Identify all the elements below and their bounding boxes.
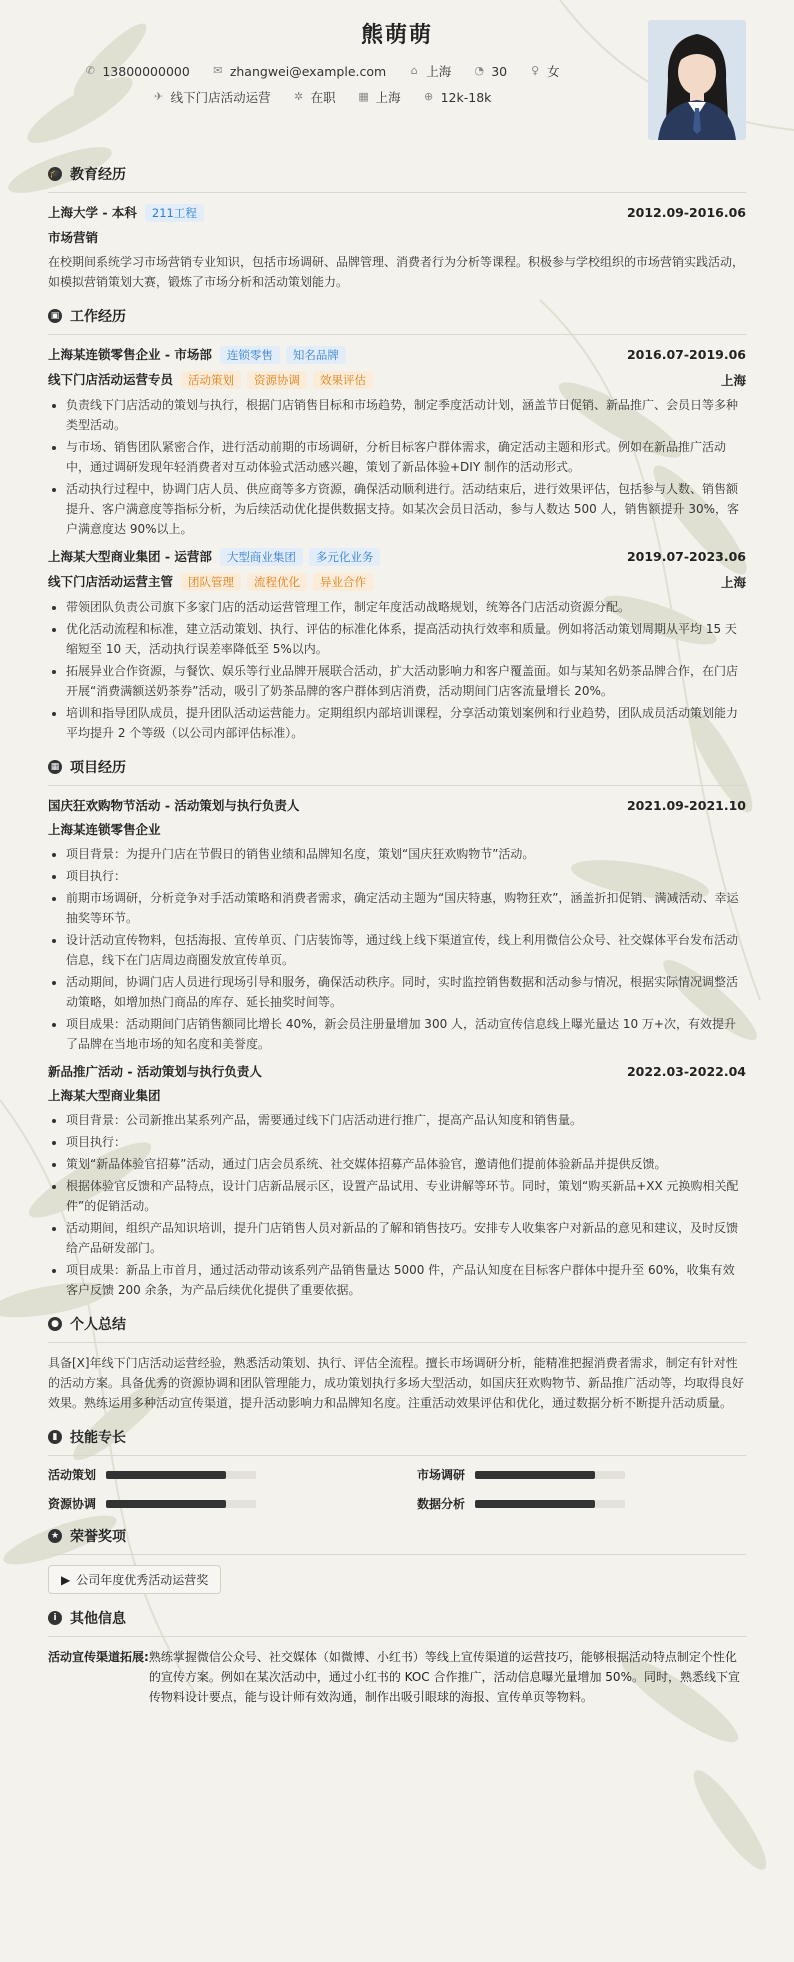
project-bullet: • 根据体验官反馈和产品特点，设计门店新品展示区，设置产品试用、专业讲解等环节。同时，策划“购买新品+XX 元换购相关配件”的促销活动。	[66, 1176, 746, 1216]
job-bullet: • 带领团队负责公司旗下多家门店的活动运营管理工作，制定年度活动战略规划，统筹各门店活动资源分配。	[66, 597, 746, 617]
job-period: 2016.07-2019.06	[626, 347, 746, 362]
salary: 12k-18k	[440, 89, 492, 105]
company-tags	[220, 548, 381, 566]
summary-title-text: 个人总结	[70, 1317, 126, 1333]
skills-section	[48, 1427, 746, 1512]
job-city: 上海	[720, 574, 746, 590]
education-line	[48, 203, 746, 222]
awards-title-text: 荣誉奖项	[70, 1529, 126, 1545]
project-company: 上海某大型商业集团	[48, 1088, 161, 1103]
skill-bar-fill	[106, 1500, 226, 1508]
job-bullet: • 拓展异业合作资源，与餐饮、娱乐等行业品牌开展联合活动，扩大活动影响力和客户覆盖面。如与某知名奶茶品牌合作，在门店开展“消费满额送奶茶券”活动，吸引了奶茶品牌的客户群体到店消费，活动期间门店客流量增长 20%。	[66, 661, 746, 701]
project-bullet: • 项目执行：	[66, 866, 746, 886]
phone: 13800000000	[102, 63, 190, 79]
skill-item	[48, 1495, 377, 1512]
award-label: 公司年度优秀活动运营奖	[76, 1573, 209, 1587]
job-role-line	[48, 370, 746, 389]
email-item	[212, 62, 386, 80]
company-tag: 知名品牌	[286, 346, 346, 364]
school-tag: 211工程	[145, 204, 204, 222]
job-role: 线下门店活动运营主管	[48, 574, 174, 589]
job-bullet: • 负责线下门店活动的策划与执行，根据门店销售目标和市场趋势，制定季度活动计划，涵盖节日促销、新品推广、会员日等多种类型活动。	[66, 395, 746, 435]
job-bullet: • 活动执行过程中，协调门店人员、供应商等多方资源，确保活动顺利进行。活动结束后，进行效果评估，包括参与人数、销售额提升、客户满意度等指标分析，为后续活动优化提供数据支持。如某次会员日活动，参与人数达 500 人，销售额提升 30%，客户满意度达 90%以上。	[66, 479, 746, 539]
gender-icon: ♀	[531, 64, 540, 77]
education-title-text: 教育经历	[70, 167, 126, 183]
project-bullets	[48, 1110, 746, 1300]
job-role: 线下门店活动运营专员	[48, 372, 174, 387]
target-icon: ✈	[153, 90, 164, 103]
candidate-name: 熊萌萌	[360, 23, 433, 48]
project-name-line	[48, 796, 746, 814]
age-item	[473, 62, 507, 80]
project-bullets	[48, 844, 746, 1054]
school: 上海大学 - 本科	[48, 205, 137, 220]
phone-icon: ✆	[85, 64, 95, 77]
role-tag: 异业合作	[313, 573, 373, 591]
location-icon: ⌂	[410, 64, 418, 77]
job-role-wrap	[48, 370, 373, 389]
resume-header	[48, 0, 746, 150]
education-desc: 在校期间系统学习市场营销专业知识，包括市场调研、品牌管理、消费者行为分析等课程。积极参与学校组织的市场营销实践活动，如模拟营销策划大赛，锻炼了市场分析和活动策划能力。	[48, 255, 745, 289]
role-tags	[181, 371, 373, 389]
skill-label: 资源协调	[48, 1497, 97, 1511]
other-section-title	[48, 1608, 746, 1637]
project-entry	[48, 796, 746, 1054]
skill-label: 数据分析	[417, 1497, 466, 1511]
role-tag: 效果评估	[313, 371, 373, 389]
projects-section	[48, 757, 746, 1300]
skill-item	[48, 1466, 377, 1483]
phone-item	[84, 62, 189, 80]
role-tags	[181, 573, 373, 591]
skill-label: 市场调研	[417, 1468, 466, 1482]
skill-bar-fill	[475, 1471, 595, 1479]
skill-bar	[475, 1500, 625, 1508]
play-icon: ▶	[61, 1572, 71, 1587]
gender: 女	[547, 64, 560, 79]
project-company: 上海某连锁零售企业	[48, 822, 161, 837]
summary-text: 具备[X]年线下门店活动运营经验，熟悉活动策划、执行、评估全流程。擅长市场调研分析，能精准把握消费者需求，制定有针对性的活动方案。具备优秀的资源协调和团队管理能力，成功策划执行多场大型活动，如国庆狂欢购物节、新品推广活动等，均取得良好效果。熟练运用多种活动宣传渠道，提升活动影响力和品牌知名度。注重活动效果评估和优化，通过数据分析不断提升活动质量。	[48, 1356, 745, 1410]
project-period: 2021.09-2021.10	[626, 797, 746, 813]
skills-grid	[48, 1466, 746, 1512]
project-bullet: • 活动期间，协调门店人员进行现场引导和服务，确保活动秩序。同时，实时监控销售数据和活动参与情况，根据实际情况调整活动策略，如增加热门商品的库存、延长抽奖时间等。	[66, 972, 746, 1012]
education-period: 2012.09-2016.06	[626, 205, 746, 220]
role-tag: 资源协调	[247, 371, 307, 389]
job-bullet: • 培训和指导团队成员，提升团队活动运营能力。定期组织内部培训课程，分享活动策划案例和行业趋势，团队成员活动策划能力平均提升 2 个等级（以公司内部评估标准）。	[66, 703, 746, 743]
trophy-icon: ★	[48, 1529, 62, 1543]
job-company: 上海某连锁零售企业 - 市场部	[48, 347, 212, 362]
job-list	[48, 345, 746, 743]
status-item	[293, 88, 336, 106]
skills-title-text: 技能专长	[70, 1430, 126, 1446]
profile-photo	[648, 20, 746, 140]
project-bullet: • 前期市场调研，分析竞争对手活动策略和消费者需求，确定活动主题为“国庆特惠，购物狂欢”，涵盖折扣促销、满减活动、幸运抽奖等环节。	[66, 888, 746, 928]
education-section	[48, 164, 746, 292]
summary-section	[48, 1314, 746, 1413]
age: 30	[491, 63, 508, 79]
project-bullet: • 项目背景：公司新推出某系列产品，需要通过线下门店活动进行推广，提高产品认知度和销售量。	[66, 1110, 746, 1130]
other-title-text: 其他信息	[70, 1611, 126, 1627]
company-tag: 多元化业务	[309, 548, 381, 566]
status-icon: ✲	[293, 90, 304, 103]
project-bullet: • 活动期间，组织产品知识培训，提升门店销售人员对新品的了解和销售技巧。安排专人收集客户对新品的意见和建议，及时反馈给产品研发部门。	[66, 1218, 746, 1258]
bar-chart-icon: ▮	[48, 1430, 62, 1444]
job-company-wrap	[48, 547, 380, 566]
other-info-key: 活动宣传渠道拓展:	[48, 1650, 149, 1664]
job-company-wrap	[48, 345, 346, 364]
email-icon: ✉	[213, 64, 223, 77]
awards-section-title	[48, 1526, 746, 1555]
job-company-line	[48, 345, 746, 364]
graduation-icon: 🎓	[49, 169, 61, 179]
skill-item	[417, 1495, 746, 1512]
projects-title-text: 项目经历	[70, 760, 126, 776]
info-icon: i	[48, 1611, 62, 1625]
job-period: 2019.07-2023.06	[626, 549, 746, 564]
other-info-row	[48, 1647, 746, 1707]
project-bullet: • 项目执行：	[66, 1132, 746, 1152]
job-role-line	[48, 572, 746, 591]
skills-section-title	[48, 1427, 746, 1456]
position-item	[153, 88, 271, 106]
skill-bar-fill	[106, 1471, 226, 1479]
status: 在职	[310, 90, 336, 105]
major: 市场营销	[48, 230, 99, 245]
project-bullet: • 项目成果：活动期间门店销售额同比增长 40%，新会员注册量增加 300 人，活动宣传信息线上曝光量达 10 万+次，有效提升了品牌在当地市场的知名度和美誉度。	[66, 1014, 746, 1054]
project-bullet: • 设计活动宣传物料，包括海报、宣传单页、门店装饰等，通过线上线下渠道宣传，线上利用微信公众号、社交媒体平台发布活动信息，线下在门店周边商圈发放宣传单页。	[66, 930, 746, 970]
job-bullet: • 与市场、销售团队紧密合作，进行活动前期的市场调研，分析目标客户群体需求，确定活动主题和形式。例如在新品推广活动中，通过调研发现年轻消费者对互动体验式活动感兴趣，策划了新品体验+DIY 制作的活动形式。	[66, 437, 746, 477]
project-bullet: • 策划“新品体验官招募”活动，通过门店会员系统、社交媒体招募产品体验官，邀请他们提前体验新品并提供反馈。	[66, 1154, 746, 1174]
role-tag: 活动策划	[181, 371, 241, 389]
age-icon: ◔	[474, 64, 485, 77]
project-period: 2022.03-2022.04	[626, 1063, 746, 1079]
target-position: 线下门店活动运营	[170, 90, 271, 105]
target-city-item	[358, 88, 401, 106]
education-section-title	[48, 164, 746, 193]
award-item	[48, 1565, 221, 1594]
company-tag: 连锁零售	[220, 346, 280, 364]
awards-section	[48, 1526, 746, 1594]
building-icon: ▦	[358, 90, 369, 103]
work-section-title	[48, 306, 746, 335]
user-icon: ●	[48, 1317, 62, 1331]
contact-row	[48, 62, 596, 80]
work-section	[48, 306, 746, 743]
city-item	[408, 62, 451, 80]
skill-label: 活动策划	[48, 1468, 97, 1482]
job-intent-row	[48, 88, 596, 106]
other-section	[48, 1608, 746, 1707]
grid-icon: ▦	[48, 760, 62, 774]
project-bullet: • 项目成果：新品上市首月，通过活动带动该系列产品销售量达 5000 件，产品认知度在目标客户群体中提升至 60%，收集有效客户反馈 200 余条，为产品后续优化提供了重要依据。	[66, 1260, 746, 1300]
role-tag: 流程优化	[247, 573, 307, 591]
skill-bar	[106, 1500, 256, 1508]
avatar-illustration	[648, 20, 746, 140]
role-tag: 团队管理	[181, 573, 241, 591]
projects-section-title	[48, 757, 746, 786]
skill-item	[417, 1466, 746, 1483]
salary-item	[423, 88, 492, 106]
job-entry	[48, 345, 746, 539]
project-bullet: • 项目背景：为提升门店在节假日的销售业绩和品牌知名度，策划“国庆狂欢购物节”活动。	[66, 844, 746, 864]
job-bullets	[48, 597, 746, 743]
work-title-text: 工作经历	[70, 309, 126, 325]
target-city: 上海	[375, 90, 401, 105]
job-entry	[48, 547, 746, 743]
skill-bar	[475, 1471, 625, 1479]
job-bullets	[48, 395, 746, 539]
gender-item	[529, 62, 560, 80]
salary-icon: ⊕	[424, 90, 434, 103]
job-company: 上海某大型商业集团 - 运营部	[48, 549, 212, 564]
briefcase-icon: ▣	[48, 309, 62, 323]
job-role-wrap	[48, 572, 373, 591]
company-tag: 大型商业集团	[220, 548, 303, 566]
city: 上海	[426, 64, 452, 79]
summary-section-title	[48, 1314, 746, 1343]
other-info-text: 熟练掌握微信公众号、社交媒体（如微博、小红书）等线上宣传渠道的运营技巧，能够根据活动特点制定个性化的宣传方案。例如在某次活动中，通过小红书的 KOC 合作推广，活动信息曝光量增加 50%。同时，熟悉线下宣传物料设计要点，能与设计师有效沟通，制作出吸引眼球的海报、宣传单页等物料。	[148, 1650, 740, 1704]
job-company-line	[48, 547, 746, 566]
skill-bar-fill	[475, 1500, 595, 1508]
project-name-line	[48, 1062, 746, 1080]
email: zhangwei@example.com	[229, 63, 387, 79]
job-bullet: • 优化活动流程和标准，建立活动策划、执行、评估的标准化体系，提高活动执行效率和质量。例如将活动策划周期从平均 15 天缩短至 10 天，活动执行误差率降低至 5%以内。	[66, 619, 746, 659]
job-city: 上海	[720, 372, 746, 388]
project-entry	[48, 1062, 746, 1300]
project-name: 新品推广活动 - 活动策划与执行负责人	[48, 1064, 262, 1079]
company-tags	[220, 346, 346, 364]
project-list	[48, 796, 746, 1300]
project-name: 国庆狂欢购物节活动 - 活动策划与执行负责人	[48, 798, 300, 813]
skill-bar	[106, 1471, 256, 1479]
